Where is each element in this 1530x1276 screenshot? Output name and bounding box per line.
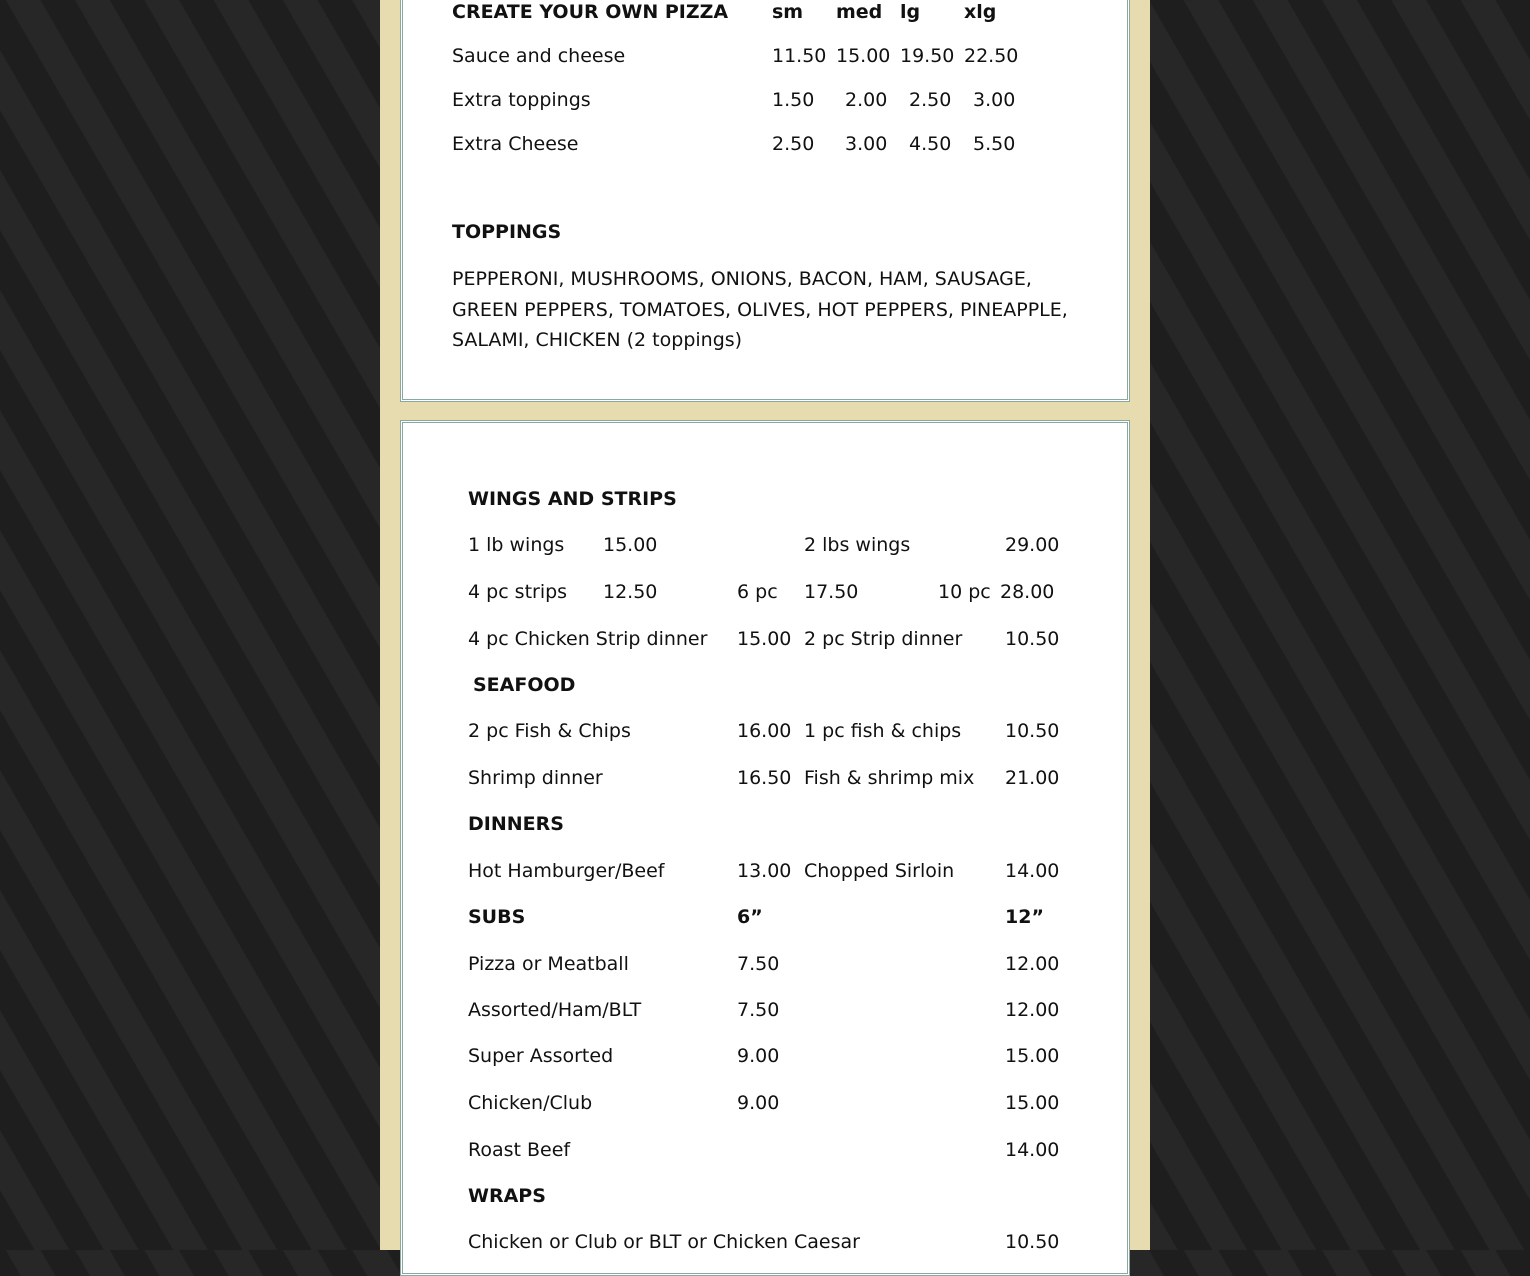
menu-item-price: 15.00: [603, 534, 658, 556]
pizza-row-price-xlg: 22.50: [964, 45, 1019, 67]
menu-item-name: 1 lb wings: [468, 534, 565, 556]
menu-item-price: 16.50: [737, 767, 792, 789]
sub-price-large: 15.00: [1005, 1045, 1060, 1067]
menu-item-price: 15.00: [737, 628, 792, 650]
sub-name: Chicken/Club: [468, 1092, 593, 1114]
menu-item-name: 10 pc: [938, 581, 991, 603]
wrap-price: 10.50: [1005, 1231, 1060, 1253]
pizza-row-price-lg: 19.50: [900, 45, 955, 67]
menu-item-price: 13.00: [737, 860, 792, 882]
menu-item-price: 10.50: [1005, 720, 1060, 742]
toppings-list: PEPPERONI, MUSHROOMS, ONIONS, BACON, HAM, SAUSAGE, GREEN PEPPERS, TOMATOES, OLIVES, HOT PEPPERS, PINEAPPLE, SALAMI, CHICKEN (2 toppings): [452, 268, 1068, 351]
menu-item-name: Chopped Sirloin: [804, 860, 955, 882]
pizza-row-price-sm: 2.50: [772, 133, 815, 155]
size-header-xlg: xlg: [964, 1, 997, 23]
sub-price-large: 12.00: [1005, 953, 1060, 975]
menu-item-price: 14.00: [1005, 860, 1060, 882]
wings-heading: WINGS AND STRIPS: [468, 488, 677, 510]
menu-item-price: 17.50: [804, 581, 859, 603]
menu-item-name: 2 pc Strip dinner: [804, 628, 963, 650]
sub-name: Roast Beef: [468, 1139, 571, 1161]
menu-item-price: 29.00: [1005, 534, 1060, 556]
menu-item-name: Shrimp dinner: [468, 767, 603, 789]
menu-item-name: 2 pc Fish & Chips: [468, 720, 631, 742]
menu-item-name: 6 pc: [737, 581, 778, 603]
pizza-row-name: Sauce and cheese: [452, 45, 626, 67]
pizza-row-price-sm: 11.50: [772, 45, 827, 67]
size-header-lg: lg: [900, 1, 921, 23]
menu-item-name: 1 pc fish & chips: [804, 720, 962, 742]
subs-size-12-inch: 12”: [1005, 906, 1044, 928]
pizza-row-price-xlg: 3.00: [973, 89, 1016, 111]
sub-name: Assorted/Ham/BLT: [468, 999, 642, 1021]
sub-name: Pizza or Meatball: [468, 953, 629, 975]
pizza-row-price-lg: 4.50: [909, 133, 952, 155]
pizza-row-name: Extra toppings: [452, 89, 591, 111]
pizza-row-price-sm: 1.50: [772, 89, 815, 111]
pizza-row-price-med: 15.00: [836, 45, 891, 67]
sub-price-large: 15.00: [1005, 1092, 1060, 1114]
sub-price-large: 14.00: [1005, 1139, 1060, 1161]
sub-price-small: 7.50: [737, 999, 780, 1021]
menu-item-name: Fish & shrimp mix: [804, 767, 975, 789]
pizza-row-price-med: 3.00: [845, 133, 888, 155]
subs-heading: SUBS: [468, 906, 526, 928]
menu-item-price: 28.00: [1000, 581, 1055, 603]
menu-item-name: 4 pc Chicken Strip dinner: [468, 628, 708, 650]
pizza-row-price-med: 2.00: [845, 89, 888, 111]
menu-item-name: 2 lbs wings: [804, 534, 911, 556]
create-pizza-heading: CREATE YOUR OWN PIZZA: [452, 1, 729, 23]
menu-item-price: 21.00: [1005, 767, 1060, 789]
sub-name: Super Assorted: [468, 1045, 614, 1067]
sub-price-large: 12.00: [1005, 999, 1060, 1021]
toppings-heading: TOPPINGS: [452, 221, 562, 243]
sub-price-small: 9.00: [737, 1092, 780, 1114]
sub-price-small: 7.50: [737, 953, 780, 975]
sub-price-small: 9.00: [737, 1045, 780, 1067]
pizza-row-price-lg: 2.50: [909, 89, 952, 111]
menu-item-price: 12.50: [603, 581, 658, 603]
wraps-heading: WRAPS: [468, 1185, 546, 1207]
menu-item-price: 16.00: [737, 720, 792, 742]
menu-item-name: Hot Hamburger/Beef: [468, 860, 665, 882]
size-header-sm: sm: [772, 1, 804, 23]
menu-item-price: 10.50: [1005, 628, 1060, 650]
pizza-row-price-xlg: 5.50: [973, 133, 1016, 155]
wrap-name: Chicken or Club or BLT or Chicken Caesar: [468, 1231, 860, 1253]
subs-size-6-inch: 6”: [737, 906, 763, 928]
seafood-heading: SEAFOOD: [473, 674, 576, 696]
size-header-med: med: [836, 1, 883, 23]
pizza-row-name: Extra Cheese: [452, 133, 579, 155]
menu-item-name: 4 pc strips: [468, 581, 568, 603]
dinners-heading: DINNERS: [468, 813, 564, 835]
